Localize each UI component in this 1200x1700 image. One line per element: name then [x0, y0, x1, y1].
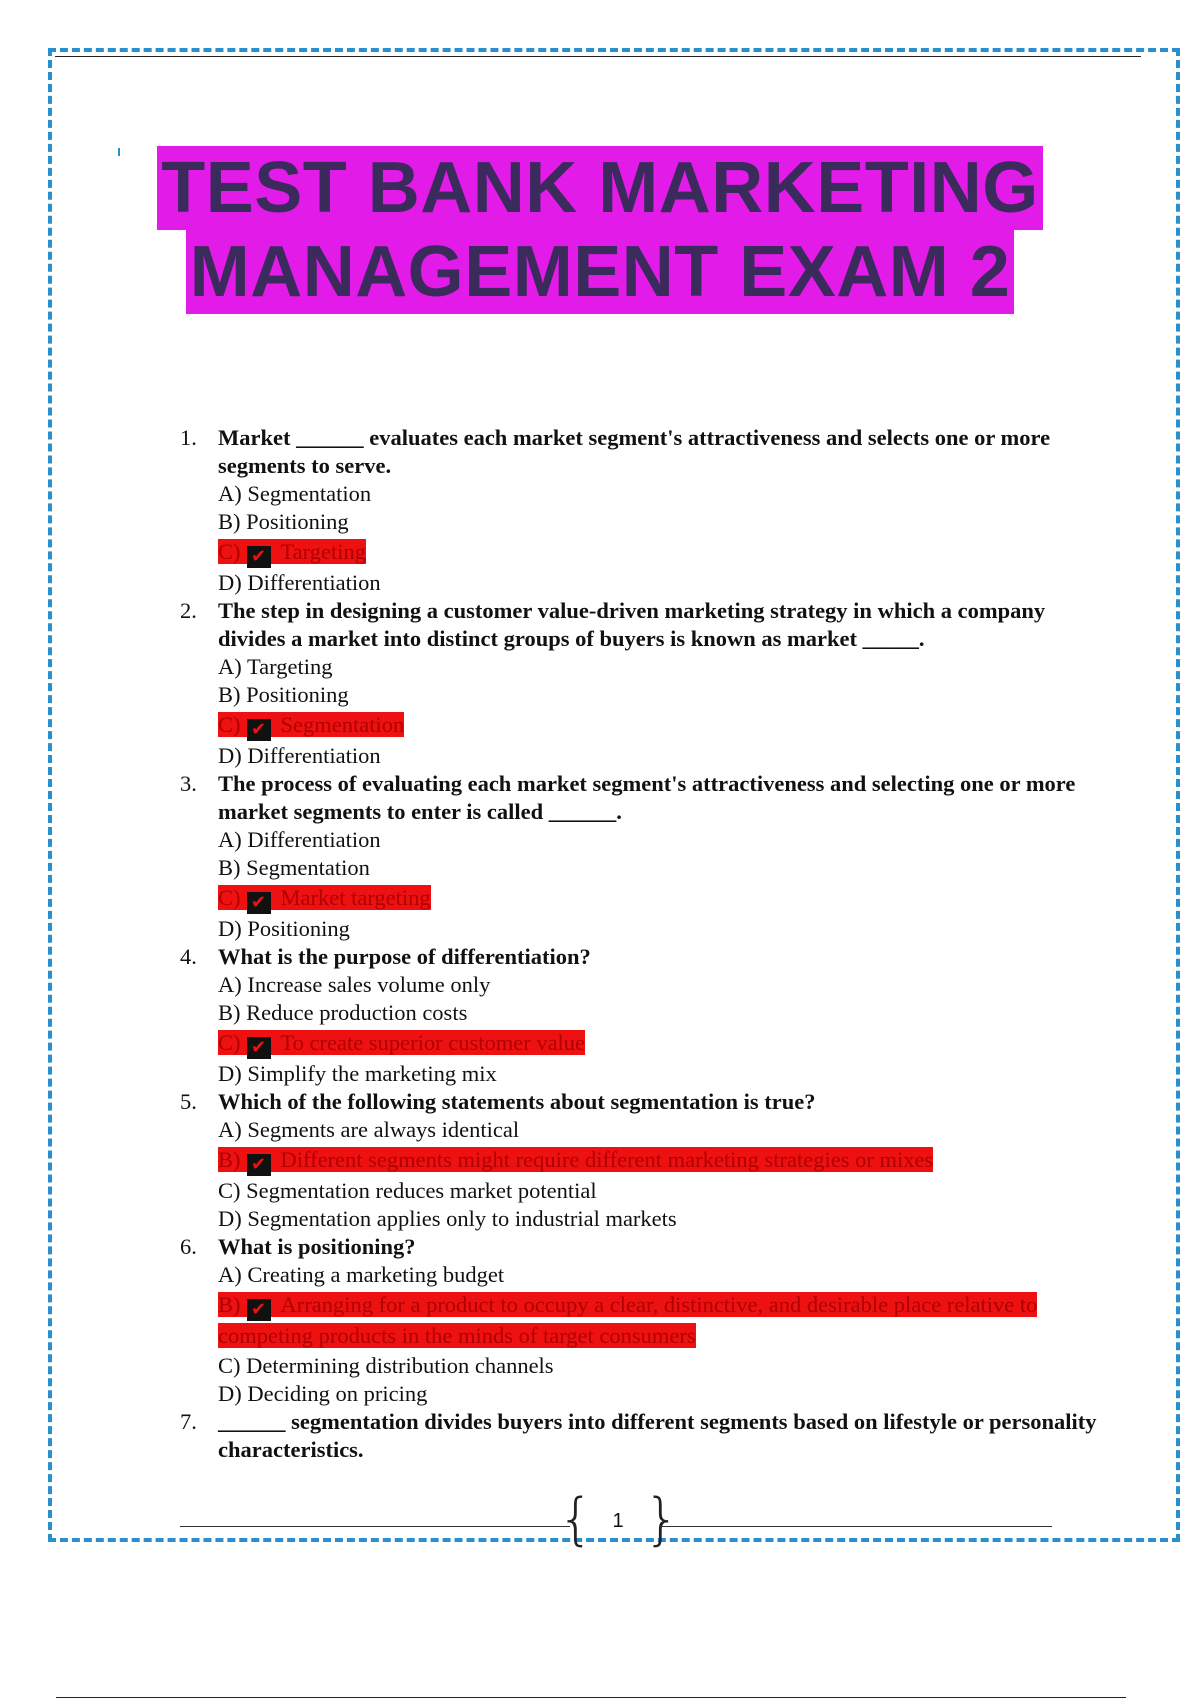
answer-highlight	[218, 1292, 1037, 1348]
option-label: Market targeting	[280, 885, 431, 910]
check-icon: ✔	[247, 1299, 271, 1321]
option-letter: C)	[218, 885, 241, 910]
header-rule	[55, 56, 1141, 57]
question-text	[180, 1408, 1100, 1464]
question-stem: ______ segmentation divides buyers into different segments based on lifestyle or personality characteristics.	[218, 1409, 1097, 1462]
question-text	[180, 770, 1100, 826]
title-line-2: MANAGEMENT EXAM 2	[186, 230, 1015, 314]
question-stem: The step in designing a customer value-driven marketing strategy in which a company divides a market into distinct groups of buyers is known as market _____.	[218, 598, 1046, 651]
correct-answer-option	[180, 1145, 1100, 1176]
title-line-1: TEST BANK MARKETING	[157, 146, 1042, 230]
check-icon: ✔	[247, 1037, 271, 1059]
check-icon: ✔	[247, 1154, 271, 1176]
page-number: 1	[612, 1510, 624, 1532]
answer-option	[180, 854, 1100, 882]
question-stem: The process of evaluating each market segment's attractiveness and selecting one or more market segments to enter is called ______.	[218, 771, 1076, 824]
document-title	[0, 146, 1200, 314]
question-number: 6.	[180, 1234, 197, 1259]
correct-answer-option	[180, 537, 1100, 568]
footer-brace-right: }	[644, 1487, 680, 1552]
question-text	[180, 424, 1100, 480]
question-text	[180, 597, 1100, 653]
answer-highlight	[218, 712, 405, 740]
question-stem: Market ______ evaluates each market segment's attractiveness and selects one or more segments to serve.	[218, 425, 1051, 478]
option-letter: B)	[218, 1292, 241, 1317]
question-item	[180, 424, 1100, 597]
option-label: D) Differentiation	[218, 743, 381, 768]
question-number: 7.	[180, 1409, 197, 1434]
answer-option	[180, 1060, 1100, 1088]
check-icon: ✔	[247, 892, 271, 914]
correct-answer-option	[180, 883, 1100, 914]
question-text	[180, 943, 1100, 971]
option-label: To create superior customer value	[280, 1030, 586, 1055]
option-label: Segmentation	[280, 712, 405, 737]
option-label: D) Positioning	[218, 916, 350, 941]
answer-option	[180, 971, 1100, 999]
option-label: A) Segments are always identical	[218, 1117, 520, 1142]
correct-answer-option	[180, 710, 1100, 741]
answer-highlight	[218, 1147, 934, 1175]
option-label: Different segments might require different marketing strategies or mixes	[280, 1147, 934, 1172]
option-label: Arranging for a product to occupy a clear, distinctive, and desirable place relative to competing products in the minds of target consumers	[218, 1292, 1038, 1348]
option-label: A) Targeting	[218, 654, 333, 679]
answer-option	[180, 653, 1100, 681]
answer-option	[180, 742, 1100, 770]
answer-option	[180, 1261, 1100, 1289]
answer-option	[180, 681, 1100, 709]
answer-option	[180, 480, 1100, 508]
bottom-rule	[56, 1697, 1126, 1698]
option-label: A) Creating a marketing budget	[218, 1262, 505, 1287]
question-list	[180, 424, 1100, 1464]
answer-option	[180, 915, 1100, 943]
answer-option	[180, 1116, 1100, 1144]
correct-answer-option	[180, 1290, 1100, 1351]
question-item	[180, 1408, 1100, 1464]
footer-rule-left	[180, 1526, 570, 1527]
question-number: 3.	[180, 771, 197, 796]
question-item	[180, 943, 1100, 1088]
option-label: C) Segmentation reduces market potential	[218, 1178, 597, 1203]
option-label: A) Increase sales volume only	[218, 972, 491, 997]
answer-highlight	[218, 1030, 586, 1058]
answer-option	[180, 569, 1100, 597]
footer-brace-left: {	[558, 1487, 594, 1552]
answer-option	[180, 1380, 1100, 1408]
question-number: 2.	[180, 598, 197, 623]
question-stem: What is positioning?	[218, 1234, 416, 1259]
answer-option	[180, 1352, 1100, 1380]
answer-option	[180, 508, 1100, 536]
option-label: Targeting	[280, 539, 366, 564]
question-number: 4.	[180, 944, 197, 969]
correct-answer-option	[180, 1028, 1100, 1059]
question-item	[180, 1233, 1100, 1408]
check-icon: ✔	[247, 546, 271, 568]
option-label: B) Reduce production costs	[218, 1000, 468, 1025]
question-stem: Which of the following statements about segmentation is true?	[218, 1089, 816, 1114]
check-icon: ✔	[247, 719, 271, 741]
option-label: A) Segmentation	[218, 481, 372, 506]
option-label: D) Deciding on pricing	[218, 1381, 428, 1406]
question-text	[180, 1088, 1100, 1116]
answer-option	[180, 1177, 1100, 1205]
answer-option	[180, 1205, 1100, 1233]
answer-option	[180, 826, 1100, 854]
option-letter: C)	[218, 712, 241, 737]
question-number: 1.	[180, 425, 197, 450]
option-label: B) Positioning	[218, 682, 349, 707]
option-label: D) Simplify the marketing mix	[218, 1061, 497, 1086]
question-item	[180, 597, 1100, 770]
answer-highlight	[218, 539, 366, 567]
option-label: C) Determining distribution channels	[218, 1353, 554, 1378]
option-letter: C)	[218, 1030, 241, 1055]
option-letter: C)	[218, 539, 241, 564]
option-label: B) Positioning	[218, 509, 349, 534]
option-label: A) Differentiation	[218, 827, 381, 852]
question-stem: What is the purpose of differentiation?	[218, 944, 591, 969]
option-label: B) Segmentation	[218, 855, 370, 880]
answer-option	[180, 999, 1100, 1027]
question-item	[180, 1088, 1100, 1233]
question-item	[180, 770, 1100, 943]
footer-rule-right	[660, 1526, 1052, 1527]
option-letter: B)	[218, 1147, 241, 1172]
question-number: 5.	[180, 1089, 197, 1114]
answer-highlight	[218, 885, 431, 913]
option-label: D) Differentiation	[218, 570, 381, 595]
question-text	[180, 1233, 1100, 1261]
option-label: D) Segmentation applies only to industrial markets	[218, 1206, 677, 1231]
